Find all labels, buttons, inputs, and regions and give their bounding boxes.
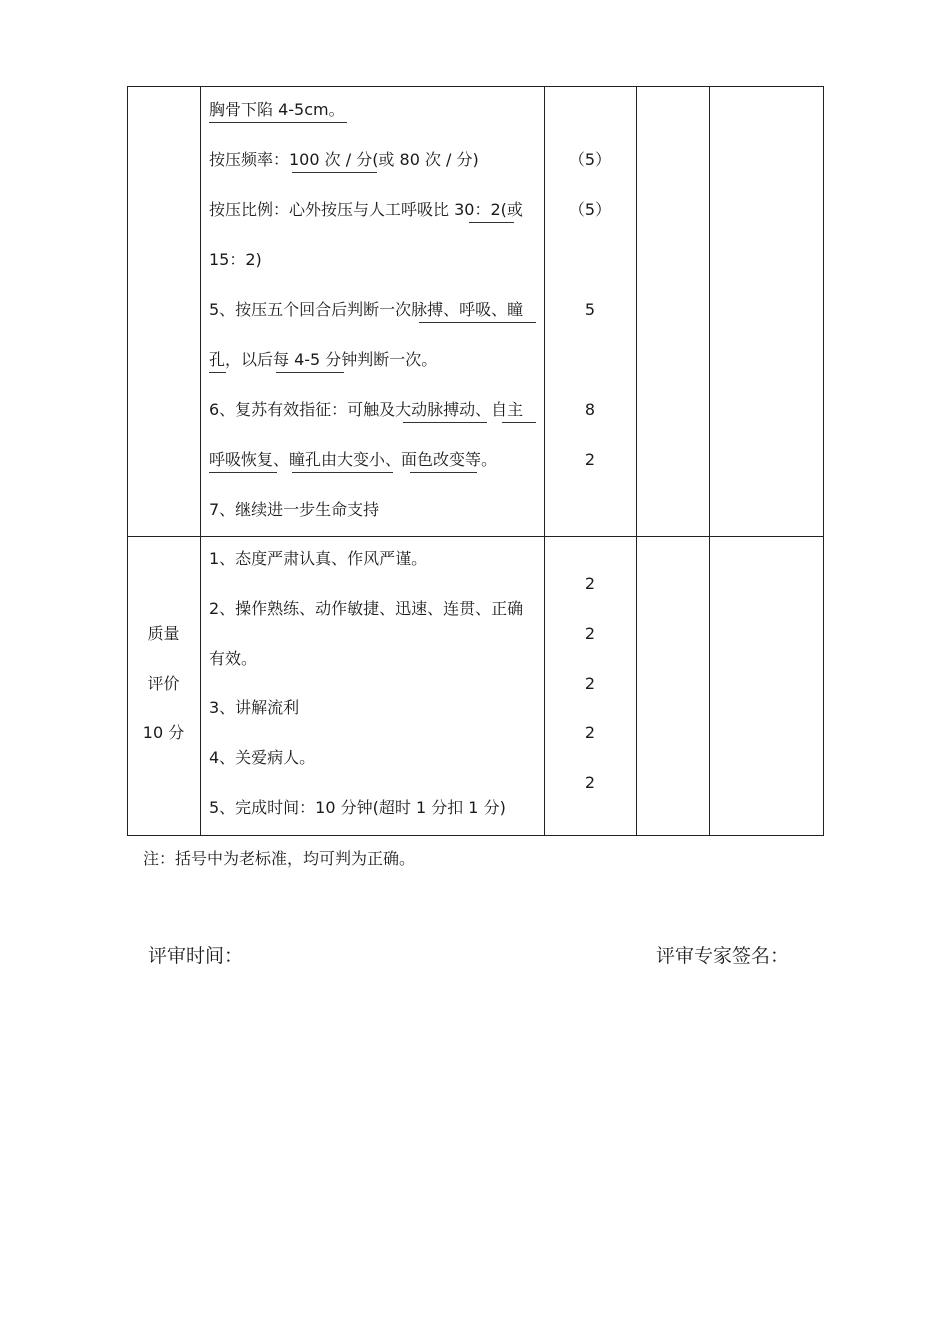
table-divider (709, 86, 710, 836)
score-cell: 8 (584, 400, 596, 419)
score-cell: 2 (584, 674, 596, 693)
table-cell-text: 2、操作熟练、动作敏捷、迅速、连贯、正确 (209, 599, 524, 618)
category-label: 10 分 (142, 723, 185, 742)
table-border-right (823, 86, 824, 836)
table-divider (636, 86, 637, 836)
category-label: 评价 (147, 674, 180, 693)
text-underline (403, 422, 487, 423)
text-underline (209, 372, 226, 373)
table-cell-text: 5、按压五个回合后判断一次脉搏、呼吸、瞳 (209, 300, 524, 319)
table-cell-text: 按压比例：心外按压与人工呼吸比 30：2(或 (209, 200, 523, 219)
table-cell-text: 呼吸恢复、瞳孔由大变小、面色改变等。 (209, 450, 498, 469)
table-cell-text: 5、完成时间：10 分钟(超时 1 分扣 1 分) (209, 798, 506, 817)
text-underline (292, 472, 393, 473)
table-border-top (127, 86, 824, 87)
category-label: 质量 (147, 624, 180, 643)
text-underline (276, 372, 344, 373)
table-cell-text: 胸骨下陷 4-5cm。 (209, 100, 345, 119)
table-cell-text: 有效。 (209, 649, 258, 668)
text-underline (419, 322, 536, 323)
score-cell: 5 (584, 300, 596, 319)
score-cell: 2 (584, 574, 596, 593)
score-cell: 2 (584, 723, 596, 742)
score-cell: 2 (584, 624, 596, 643)
text-underline (209, 472, 277, 473)
table-cell-text: 15：2) (209, 250, 262, 269)
review-time-label: 评审时间： (148, 945, 244, 967)
text-underline (209, 122, 347, 123)
table-cell-text: 按压频率：100 次 / 分(或 80 次 / 分) (209, 150, 479, 169)
table-cell-text: 6、复苏有效指征：可触及大动脉搏动、自主 (209, 400, 524, 419)
footnote: 注：括号中为老标准，均可判为正确。 (143, 849, 416, 868)
table-row-divider (127, 536, 824, 537)
table-divider (200, 86, 201, 836)
score-cell: 2 (584, 450, 596, 469)
table-cell-text: 3、讲解流利 (209, 698, 300, 717)
text-underline (469, 222, 514, 223)
table-cell-text: 1、态度严肃认真、作风严谨。 (209, 549, 428, 568)
table-border-bottom (127, 835, 824, 836)
table-cell-text: 7、继续进一步生命支持 (209, 500, 380, 519)
text-underline (502, 422, 536, 423)
text-underline (292, 172, 377, 173)
score-cell: （5） (568, 200, 612, 219)
score-cell: （5） (568, 150, 612, 169)
expert-signature-label: 评审专家签名： (656, 945, 790, 967)
table-cell-text: 孔，以后每 4-5 分钟判断一次。 (209, 350, 438, 369)
text-underline (410, 472, 477, 473)
score-cell: 2 (584, 773, 596, 792)
table-cell-text: 4、关爱病人。 (209, 748, 316, 767)
